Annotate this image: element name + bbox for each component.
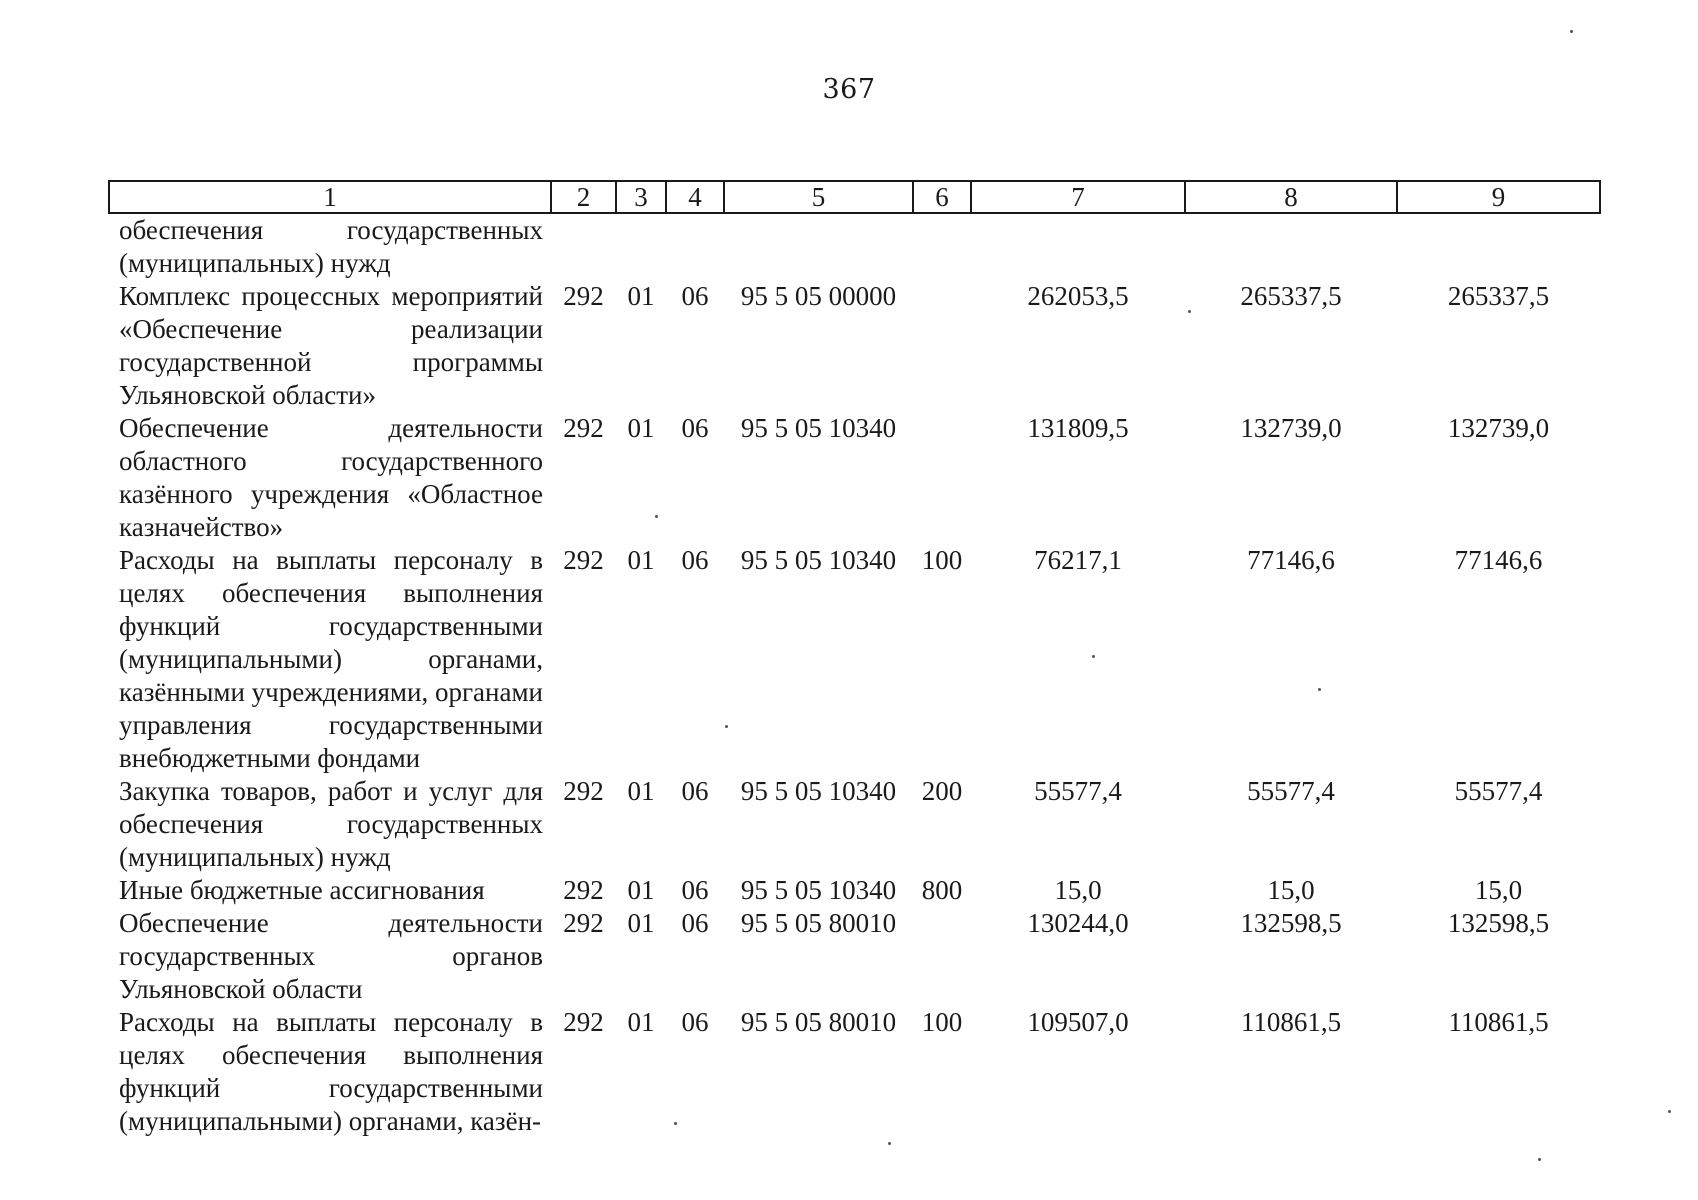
cell-amount-8: 15,0	[1267, 875, 1315, 905]
cell-target-article: 95 5 05 10340	[740, 545, 897, 575]
cell-ministry: 292	[563, 413, 604, 443]
scan-speck	[1188, 310, 1191, 313]
row-name: Расходы на выплаты персоналу в целях обеспечения выполнения функций государственными (муниципальными) органами, казёнными учреждениями, органами управления государственными внебюджетными фондами	[119, 545, 543, 773]
row-name: обеспечения государственных (муниципальных) нужд	[119, 215, 543, 278]
header-col-6: 6	[913, 181, 971, 213]
cell-target-article: 95 5 05 00000	[740, 281, 897, 311]
cell-section: 01	[627, 776, 655, 806]
header-col-1: 1	[109, 181, 551, 213]
cell-amount-8: 55577,4	[1247, 776, 1335, 806]
cell-amount-9: 15,0	[1474, 875, 1523, 905]
scan-speck	[1668, 1110, 1671, 1113]
cell-ministry: 292	[563, 908, 604, 938]
header-col-7: 7	[971, 181, 1185, 213]
cell-subsection: 06	[681, 875, 709, 905]
page-number: 367	[822, 74, 876, 105]
scan-speck	[888, 1142, 891, 1145]
cell-amount-7: 130244,0	[1027, 908, 1129, 938]
scan-speck	[1538, 1158, 1541, 1161]
cell-target-article: 95 5 05 10340	[740, 875, 897, 905]
table-body	[109, 213, 1600, 1138]
cell-amount-7: 109507,0	[1027, 1007, 1129, 1037]
scan-speck	[725, 725, 728, 728]
table-row	[109, 544, 1600, 775]
cell-ministry: 292	[563, 776, 604, 806]
cell-expense-type	[913, 907, 971, 1006]
row-name: Расходы на выплаты персоналу в целях обеспечения выполнения функций государственными (муниципальными) органами, казён-	[119, 1007, 543, 1136]
cell-expense-type: 100	[921, 545, 963, 575]
header-col-8: 8	[1185, 181, 1397, 213]
table-row	[109, 213, 1600, 280]
cell-amount-8: 77146,6	[1247, 545, 1335, 575]
cell-target-article: 95 5 05 10340	[740, 776, 897, 806]
cell-subsection: 06	[681, 413, 709, 443]
table-row	[109, 907, 1600, 1006]
scan-speck	[674, 1122, 677, 1125]
cell-amount-9: 110861,5	[1448, 1007, 1549, 1037]
cell-section: 01	[627, 281, 655, 311]
cell-target-article: 95 5 05 10340	[740, 413, 897, 443]
cell-amount-8	[1185, 213, 1397, 280]
cell-amount-9	[1397, 213, 1600, 280]
cell-amount-8: 265337,5	[1240, 281, 1342, 311]
header-col-9: 9	[1397, 181, 1600, 213]
scan-speck	[655, 515, 658, 518]
scan-speck	[1570, 30, 1573, 33]
row-name: Закупка товаров, работ и услуг для обеспечения государственных (муниципальных) нужд	[119, 776, 543, 872]
cell-ministry: 292	[563, 545, 604, 575]
cell-subsection: 06	[681, 908, 709, 938]
cell-section	[616, 213, 666, 280]
cell-ministry: 292	[563, 281, 604, 311]
cell-ministry: 292	[563, 875, 604, 905]
cell-amount-7: 131809,5	[1027, 413, 1129, 443]
cell-target-article: 95 5 05 80010	[740, 1007, 897, 1037]
cell-expense-type	[913, 412, 971, 544]
header-row	[109, 181, 1600, 213]
row-name: Комплекс процессных мероприятий «Обеспечение реализации государственной программы Ульяновской области»	[119, 281, 543, 410]
cell-amount-7	[971, 213, 1185, 280]
cell-subsection: 06	[681, 281, 709, 311]
budget-table	[108, 180, 1601, 1138]
cell-target-article: 95 5 05 80010	[740, 908, 897, 938]
cell-expense-type: 800	[921, 875, 963, 905]
row-name: Обеспечение деятельности государственных органов Ульяновской области	[119, 908, 543, 1004]
cell-section: 01	[627, 875, 655, 905]
row-name: Обеспечение деятельности областного государственного казённого учреждения «Областное казначейство»	[119, 413, 543, 542]
row-name: Иные бюджетные ассигнования	[119, 875, 485, 905]
cell-amount-7: 15,0	[1054, 875, 1102, 905]
cell-target-article	[724, 213, 913, 280]
cell-amount-9: 132598,5	[1447, 908, 1550, 938]
cell-subsection: 06	[681, 776, 709, 806]
cell-amount-9: 77146,6	[1454, 545, 1543, 575]
cell-ministry	[551, 213, 616, 280]
cell-amount-9: 265337,5	[1447, 281, 1550, 311]
cell-section: 01	[627, 545, 655, 575]
cell-amount-7: 262053,5	[1027, 281, 1129, 311]
scan-speck	[1318, 688, 1321, 691]
cell-amount-9: 132739,0	[1447, 413, 1550, 443]
cell-amount-8: 132739,0	[1240, 413, 1342, 443]
cell-amount-8: 132598,5	[1240, 908, 1342, 938]
header-col-4: 4	[666, 181, 724, 213]
table-row	[109, 775, 1600, 874]
header-col-3: 3	[616, 181, 666, 213]
cell-expense-type: 100	[921, 1007, 963, 1037]
header-col-5: 5	[724, 181, 913, 213]
header-col-2: 2	[551, 181, 616, 213]
scan-speck	[1092, 655, 1095, 658]
table-row	[109, 874, 1600, 907]
table-row	[109, 280, 1600, 412]
cell-amount-9: 55577,4	[1454, 776, 1543, 806]
cell-expense-type	[913, 213, 971, 280]
cell-amount-7: 76217,1	[1034, 545, 1122, 575]
cell-ministry: 292	[563, 1007, 604, 1037]
cell-amount-8: 110861,5	[1240, 1007, 1342, 1037]
cell-section: 01	[627, 908, 655, 938]
cell-amount-7: 55577,4	[1034, 776, 1122, 806]
table-header	[109, 181, 1600, 213]
cell-section: 01	[627, 1007, 655, 1037]
cell-subsection: 06	[681, 545, 709, 575]
budget-table-container	[108, 180, 1599, 1138]
cell-subsection	[666, 213, 724, 280]
cell-expense-type: 200	[921, 776, 963, 806]
table-row	[109, 412, 1600, 544]
cell-expense-type	[913, 280, 971, 412]
cell-subsection: 06	[681, 1007, 709, 1037]
table-row	[109, 1006, 1600, 1138]
cell-section: 01	[627, 413, 655, 443]
